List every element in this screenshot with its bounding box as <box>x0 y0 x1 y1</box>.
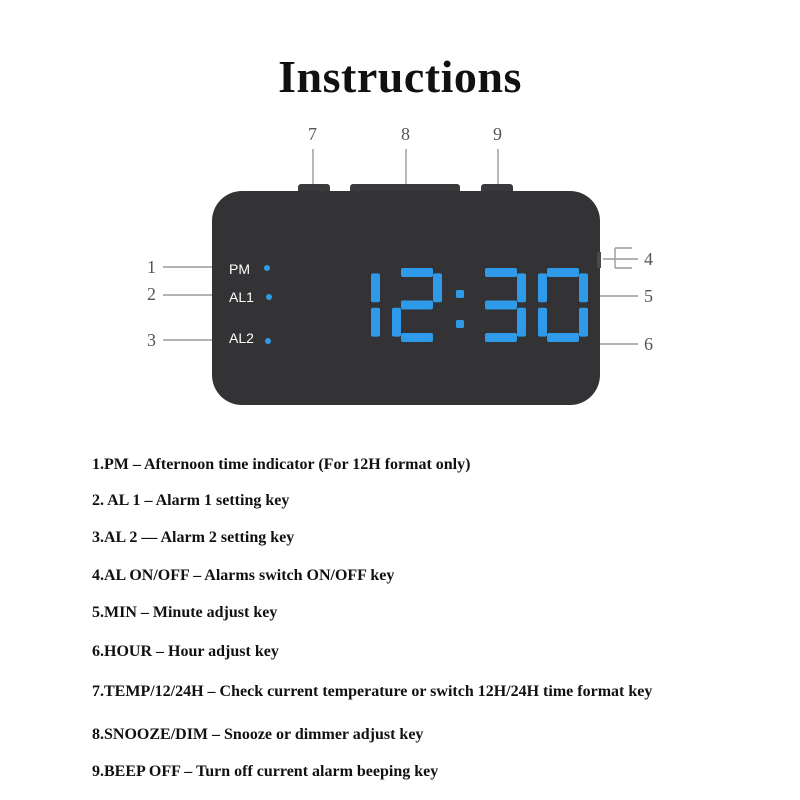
digit-3-segment-g <box>485 301 517 310</box>
al-on-off-switch <box>597 252 601 268</box>
digit-0-segment-c <box>371 308 380 337</box>
legend-item-2: 2. AL 1 – Alarm 1 setting key <box>92 492 290 509</box>
callout-7: 7 <box>308 124 317 144</box>
digit-3-segment-d <box>485 333 517 342</box>
legend-item-7: 7.TEMP/12/24H – Check current temperature or switch 12H/24H time format key <box>92 683 653 700</box>
indicator-al2-dot <box>265 338 271 344</box>
colon-dot <box>456 320 464 328</box>
colon-dot <box>456 290 464 298</box>
indicator-al1-label: AL1 <box>229 289 254 305</box>
callout-9: 9 <box>493 124 502 144</box>
digit-3-segment-a <box>485 268 517 277</box>
legend-item-8: 8.SNOOZE/DIM – Snooze or dimmer adjust key <box>92 726 424 743</box>
callout-3: 3 <box>147 330 156 350</box>
legend-item-6: 6.HOUR – Hour adjust key <box>92 643 279 660</box>
digit-4-segment-b <box>579 273 588 302</box>
digit-4-segment-a <box>547 268 579 277</box>
legend-item-5: 5.MIN – Minute adjust key <box>92 604 278 621</box>
lead-line-4 <box>603 248 638 268</box>
callout-4: 4 <box>644 249 653 269</box>
indicator-pm-label: PM <box>229 261 250 277</box>
digit-1-segment-g <box>401 301 433 310</box>
indicator-al1-dot <box>266 294 272 300</box>
callout-1: 1 <box>147 257 156 277</box>
page-title: Instructions <box>278 51 522 102</box>
legend-item-1: 1.PM – Afternoon time indicator (For 12H format only) <box>92 456 471 473</box>
digit-3-segment-c <box>517 308 526 337</box>
digit-4-segment-f <box>538 273 547 302</box>
legend-item-9: 9.BEEP OFF – Turn off current alarm beeping key <box>92 763 439 780</box>
digit-0-segment-b <box>371 273 380 302</box>
digit-1-segment-b <box>433 273 442 302</box>
digit-1-segment-e <box>392 308 401 337</box>
callout-6: 6 <box>644 334 653 354</box>
indicator-al2-label: AL2 <box>229 330 254 346</box>
legend-item-3: 3.AL 2 — Alarm 2 setting key <box>92 529 295 546</box>
digit-1-segment-d <box>401 333 433 342</box>
digit-3-segment-b <box>517 273 526 302</box>
callout-2: 2 <box>147 284 156 304</box>
digit-1-segment-a <box>401 268 433 277</box>
legend-item-4: 4.AL ON/OFF – Alarms switch ON/OFF key <box>92 567 395 584</box>
digit-4-segment-c <box>579 308 588 337</box>
indicator-pm-dot <box>264 265 270 271</box>
digit-4-segment-d <box>547 333 579 342</box>
digit-4-segment-e <box>538 308 547 337</box>
callout-5: 5 <box>644 286 653 306</box>
callout-8: 8 <box>401 124 410 144</box>
